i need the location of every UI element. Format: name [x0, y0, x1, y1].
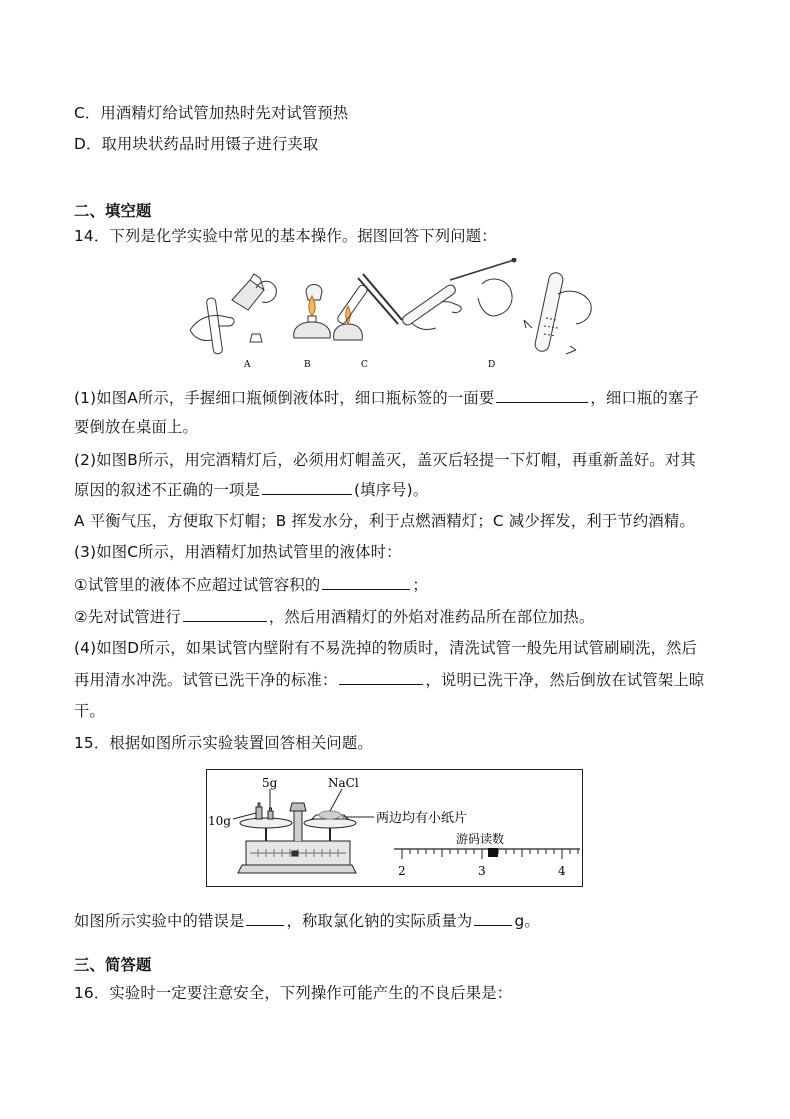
weight-5g: [268, 811, 273, 819]
lab-operations-illustration: [188, 258, 608, 370]
hand-d-right: [478, 279, 512, 316]
q14-part3-item1: ①试管里的液体不应超过试管容积的 ；: [74, 576, 428, 594]
tube-brush-d: [450, 260, 514, 280]
fig-label-d: D: [488, 360, 496, 370]
answer-blank[interactable]: [339, 669, 423, 685]
test-tube-d2: [534, 271, 564, 352]
test-tube-c: [336, 284, 369, 325]
q14-part1-line2: 要倒放在桌面上。: [74, 418, 198, 436]
label-paper: 两边均有小纸片: [376, 811, 468, 826]
q14-stem: 14．下列是化学实验中常见的基本操作。据图回答下列问题：: [74, 227, 497, 245]
test-tube-d: [401, 283, 458, 327]
q14-part2-line1: (2)如图B所示，用完酒精灯后，必须用灯帽盖灭，盖灭后轻提一下灯帽，再重新盖好。对其: [74, 451, 696, 469]
scale-tick-2: 2: [398, 864, 406, 878]
q14-part4-line3: 干。: [74, 702, 105, 720]
answer-blank[interactable]: [262, 479, 352, 495]
label-5g: 5g: [262, 776, 278, 790]
shake-arrow-right: [566, 346, 576, 354]
alcohol-lamp-c: [334, 324, 363, 340]
section-heading-short-answer: 三、简答题: [74, 956, 152, 974]
label-10g: 10g: [208, 814, 231, 828]
answer-blank[interactable]: [322, 574, 410, 590]
scale-tick-4: 4: [558, 864, 566, 878]
q14-part2-line2: 原因的叙述不正确的一项是 (填序号)。: [74, 481, 429, 499]
balance-illustration: [206, 769, 584, 888]
fig-label-b: B: [304, 360, 311, 370]
q15-stem: 15．根据如图所示实验装置回答相关问题。: [74, 734, 373, 752]
answer-blank[interactable]: [246, 910, 284, 926]
fig-label-a: A: [244, 360, 251, 370]
weight-10g: [256, 807, 262, 819]
q14-part3: (3)如图C所示，用酒精灯加热试管里的液体时：: [74, 543, 402, 561]
q14-part4-line2: 再用清水冲洗。试管已洗干净的标准： ，说明已洗干净，然后倒放在试管架上晾: [74, 671, 705, 689]
q15-figure: [206, 769, 584, 888]
alcohol-lamp-b: [294, 322, 331, 338]
stopper-a: [250, 334, 262, 342]
q15-answer: 如图所示实验中的错误是 ，称取氯化钠的实际质量为 g。: [74, 912, 540, 930]
left-pan: [240, 818, 292, 828]
answer-blank[interactable]: [183, 606, 267, 622]
fig-label-c: C: [361, 360, 368, 370]
answer-blank[interactable]: [474, 910, 512, 926]
nacl-pile: [319, 811, 341, 819]
lamp-cap-b: [306, 285, 322, 301]
section-heading-fill-blank: 二、填空题: [74, 202, 152, 220]
option-d: D．取用块状药品时用镊子进行夹取: [74, 135, 319, 153]
balance-base: [238, 865, 356, 873]
tube-holder-c: [358, 274, 402, 324]
q14-part2-options: A 平衡气压，方便取下灯帽；B 挥发水分，利于点燃酒精灯；C 减少挥发，利于节约酒精。: [74, 512, 695, 530]
answer-blank[interactable]: [496, 387, 588, 403]
hand-a: [190, 316, 234, 330]
q14-part4-line1: (4)如图D所示，如果试管内壁附有不易洗掉的物质时，清洗试管一般先用试管刷刷洗，然后: [74, 639, 698, 657]
option-c: C．用酒精灯给试管加热时先对试管预热: [74, 104, 349, 122]
q14-part3-item2: ②先对试管进行 ，然后用酒精灯的外焰对准药品所在部位加热。: [74, 608, 595, 626]
rider-marker: [488, 848, 498, 857]
rider-on-balance: [292, 851, 298, 856]
label-nacl: NaCl: [328, 776, 359, 790]
q14-figure: [188, 258, 608, 370]
shake-arrow-left: [524, 320, 532, 328]
balance-column: [294, 811, 302, 841]
hand-d2: [558, 291, 591, 324]
label-rider-reading: 游码读数: [456, 832, 505, 846]
scale-tick-3: 3: [478, 864, 486, 878]
q14-part1-line1: (1)如图A所示，手握细口瓶倾倒液体时，细口瓶标签的一面要 ，细口瓶的塞子: [74, 389, 699, 407]
q16-stem: 16．实验时一定要注意安全，下列操作可能产生的不良后果是：: [74, 984, 513, 1002]
